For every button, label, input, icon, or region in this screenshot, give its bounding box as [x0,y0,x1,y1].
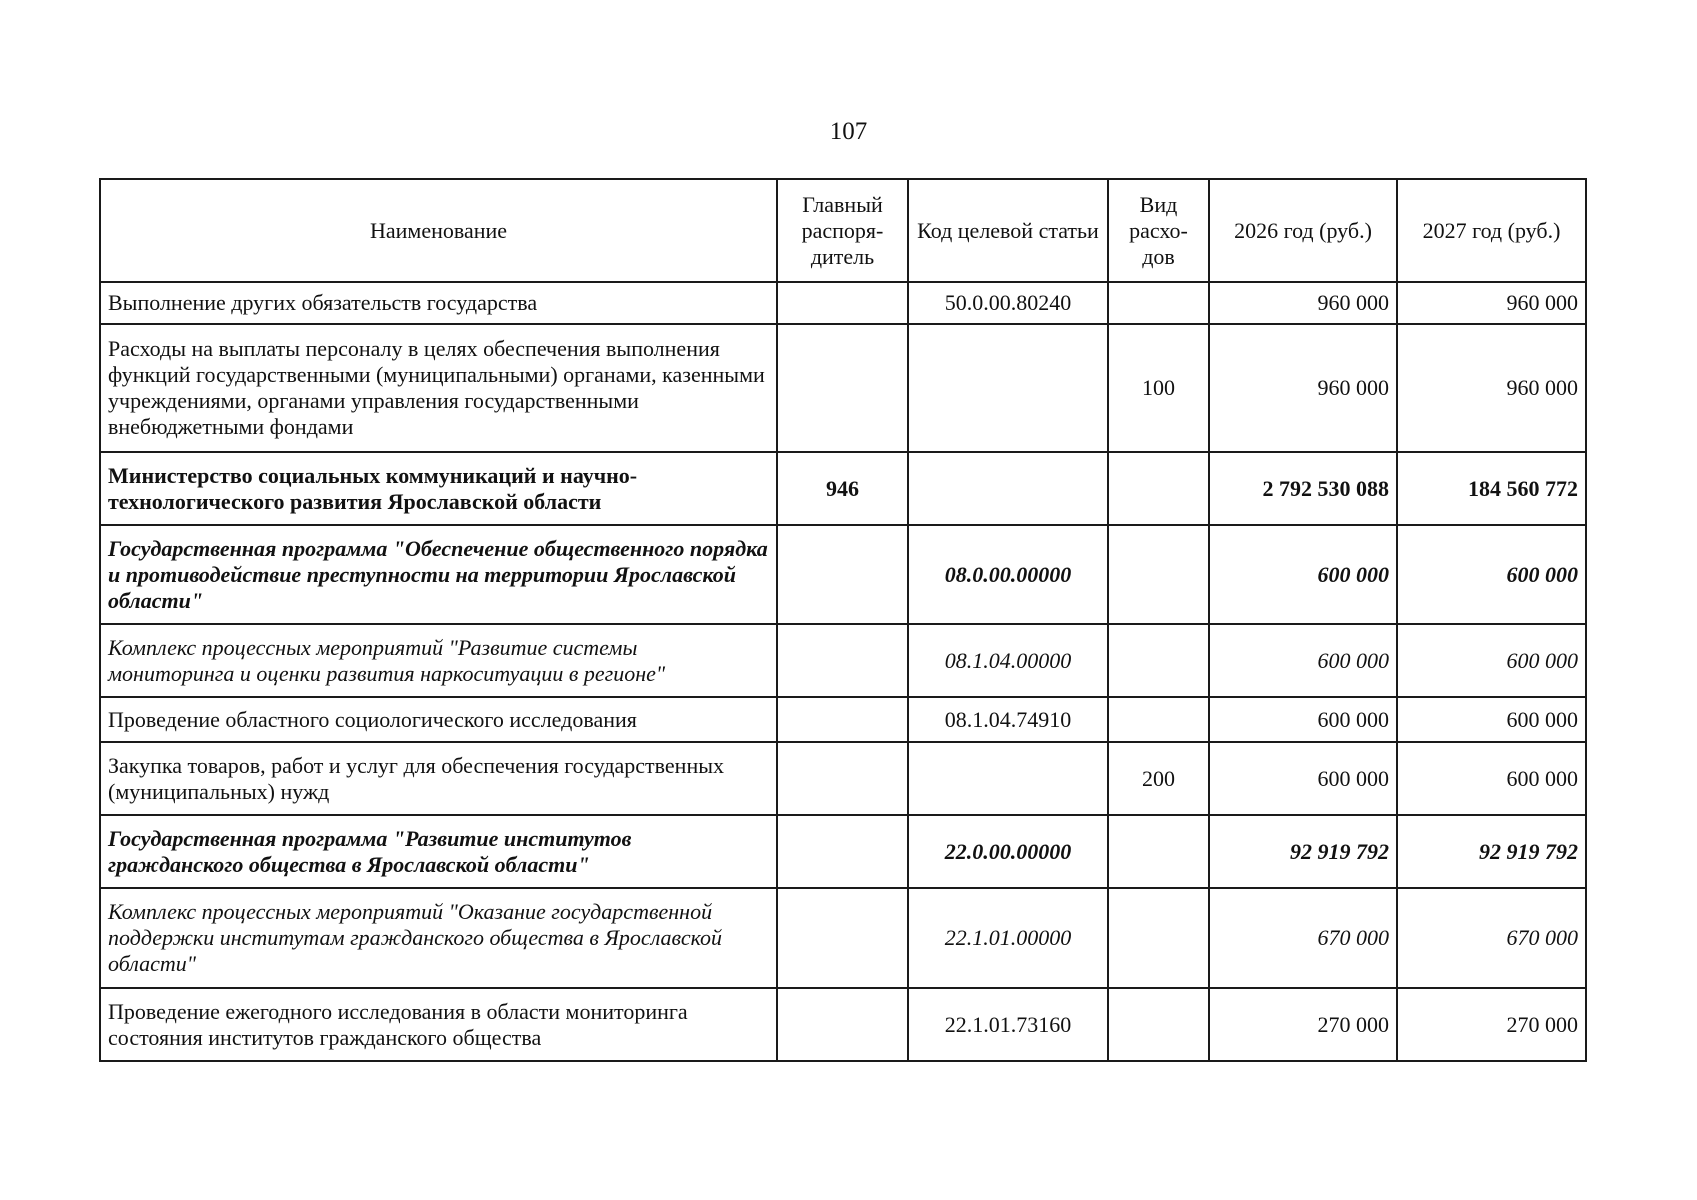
row-kind [1108,624,1209,697]
row-kind: 100 [1108,324,1209,452]
row-name: Выполнение других обязательств государства [100,282,777,324]
table-row [100,324,1586,452]
row-amount-2027: 960 000 [1397,282,1586,324]
row-amount-2026: 600 000 [1209,742,1397,815]
row-kind [1108,815,1209,888]
row-amount-2027: 670 000 [1397,888,1586,988]
row-amount-2026: 600 000 [1209,697,1397,742]
row-kind [1108,888,1209,988]
row-amount-2026: 960 000 [1209,282,1397,324]
row-name: Комплекс процессных мероприятий "Оказание государственной поддержки институтам гражданского общества в Ярославской области" [100,888,777,988]
row-amount-2026: 600 000 [1209,624,1397,697]
table-row [100,888,1586,988]
row-kind [1108,697,1209,742]
row-name: Министерство социальных коммуникаций и научно-технологического развития Ярославской области [100,452,777,525]
row-chief [777,888,908,988]
row-amount-2027: 92 919 792 [1397,815,1586,888]
row-chief [777,282,908,324]
row-chief [777,988,908,1061]
table-row [100,452,1586,525]
row-chief [777,697,908,742]
row-name: Государственная программа "Обеспечение общественного порядка и противодействие преступности на территории Ярославской области" [100,525,777,624]
table-row [100,525,1586,624]
row-amount-2027: 600 000 [1397,742,1586,815]
row-amount-2027: 600 000 [1397,697,1586,742]
row-amount-2027: 600 000 [1397,525,1586,624]
row-name: Комплекс процессных мероприятий "Развитие системы мониторинга и оценки развития наркоситуации в регионе" [100,624,777,697]
row-amount-2027: 184 560 772 [1397,452,1586,525]
header-target-code: Код целевой статьи [908,179,1108,282]
header-year-2026: 2026 год (руб.) [1209,179,1397,282]
table-row [100,697,1586,742]
row-chief [777,324,908,452]
row-amount-2026: 670 000 [1209,888,1397,988]
table-row [100,988,1586,1061]
row-kind: 200 [1108,742,1209,815]
row-amount-2027: 600 000 [1397,624,1586,697]
row-code: 22.1.01.00000 [908,888,1108,988]
row-amount-2026: 600 000 [1209,525,1397,624]
row-code: 22.0.00.00000 [908,815,1108,888]
row-kind [1108,282,1209,324]
table-header-row [100,179,1586,282]
table-row [100,742,1586,815]
row-amount-2026: 92 919 792 [1209,815,1397,888]
row-code: 22.1.01.73160 [908,988,1108,1061]
row-code: 08.0.00.00000 [908,525,1108,624]
row-chief: 946 [777,452,908,525]
row-code: 50.0.00.80240 [908,282,1108,324]
header-chief-administrator: Главный распоря-дитель [777,179,908,282]
row-code: 08.1.04.74910 [908,697,1108,742]
header-year-2027: 2027 год (руб.) [1397,179,1586,282]
row-chief [777,815,908,888]
row-name: Проведение областного социологического исследования [100,697,777,742]
row-code [908,742,1108,815]
row-chief [777,525,908,624]
table-row [100,815,1586,888]
row-name: Закупка товаров, работ и услуг для обеспечения государственных (муниципальных) нужд [100,742,777,815]
row-amount-2026: 270 000 [1209,988,1397,1061]
row-name: Государственная программа "Развитие институтов гражданского общества в Ярославской области" [100,815,777,888]
row-chief [777,742,908,815]
row-chief [777,624,908,697]
row-code [908,452,1108,525]
header-name: Наименование [100,179,777,282]
row-amount-2027: 270 000 [1397,988,1586,1061]
budget-table-container [99,178,1585,1062]
row-amount-2026: 960 000 [1209,324,1397,452]
row-code: 08.1.04.00000 [908,624,1108,697]
table-row [100,282,1586,324]
table-row [100,624,1586,697]
row-amount-2026: 2 792 530 088 [1209,452,1397,525]
row-kind [1108,988,1209,1061]
row-name: Расходы на выплаты персоналу в целях обеспечения выполнения функций государственными (муниципальными) органами, казенными учреждениями, органами управления государственными внебюджетными фондами [100,324,777,452]
budget-table [99,178,1587,1062]
row-code [908,324,1108,452]
row-name: Проведение ежегодного исследования в области мониторинга состояния институтов гражданского общества [100,988,777,1061]
row-amount-2027: 960 000 [1397,324,1586,452]
page-number: 107 [829,118,868,145]
header-expense-kind: Вид расхо-дов [1108,179,1209,282]
row-kind [1108,452,1209,525]
row-kind [1108,525,1209,624]
